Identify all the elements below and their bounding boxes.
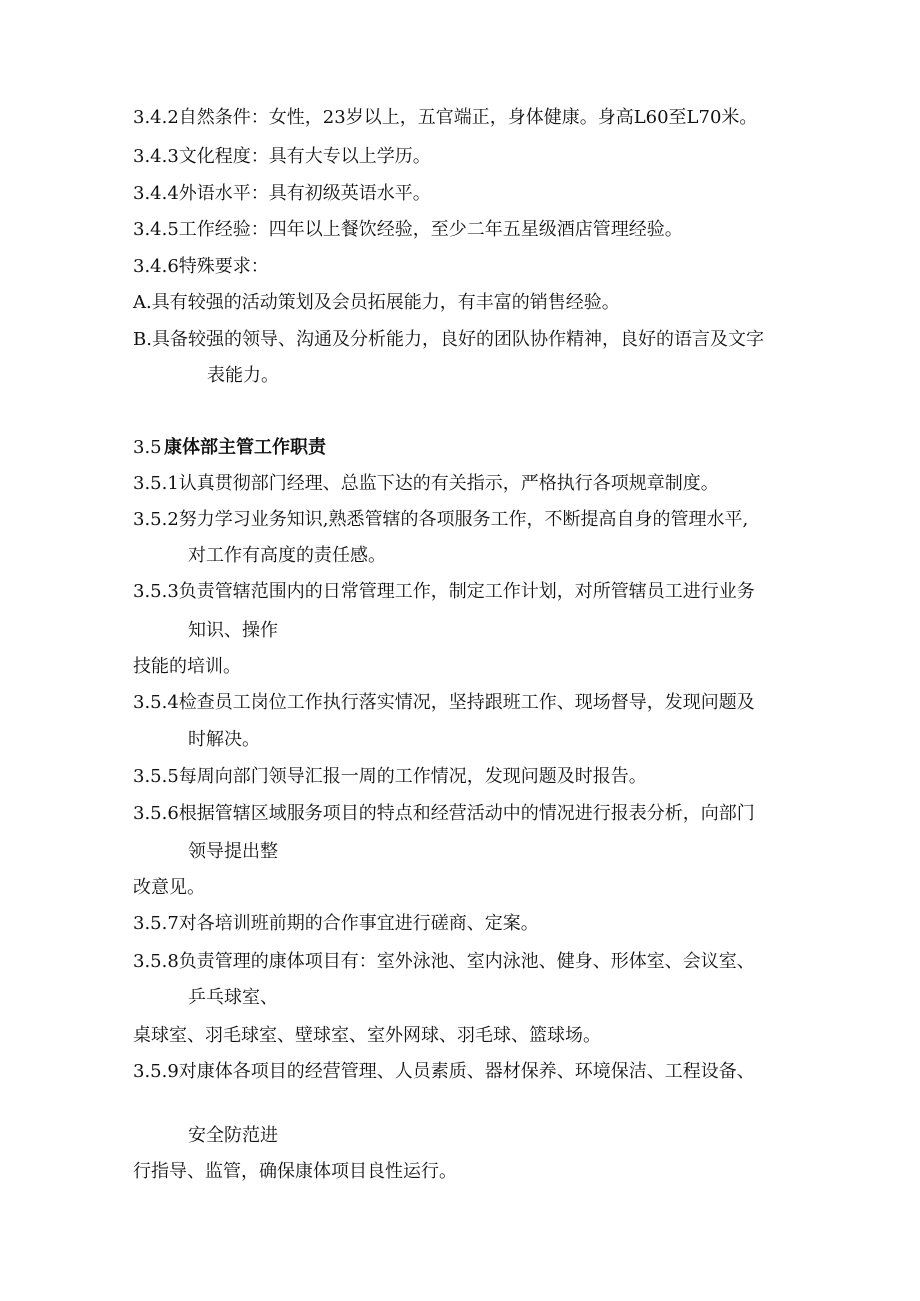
item-3-5-9-cont2: 行指导、监管，确保康体项目良性运行。 bbox=[133, 1161, 457, 1182]
item-3-4-4: 3.4.4外语水平：具有初级英语水平。 bbox=[133, 183, 431, 204]
item-3-5-6-cont2: 改意见。 bbox=[133, 877, 205, 898]
item-3-4-6-a: A.具有较强的活动策划及会员拓展能力，有丰富的销售经验。 bbox=[133, 292, 620, 313]
item-3-4-3: 3.4.3文化程度：具有大专以上学历。 bbox=[133, 146, 431, 167]
item-3-5-5: 3.5.5每周向部门领导汇报一周的工作情况，发现问题及时报告。 bbox=[133, 766, 647, 787]
item-3-5-2-cont: 对工作有高度的责任感。 bbox=[188, 545, 386, 566]
item-3-5-8-cont2: 桌球室、羽毛球室、壁球室、室外网球、羽毛球、篮球场。 bbox=[133, 1025, 601, 1046]
item-3-5-7: 3.5.7对各培训班前期的合作事宜进行磋商、定案。 bbox=[133, 913, 539, 934]
item-3-4-6: 3.4.6特殊要求： bbox=[133, 256, 269, 277]
item-3-5-2: 3.5.2努力学习业务知识,熟悉管辖的各项服务工作，不断提高自身的管理水平, bbox=[133, 509, 749, 530]
item-3-5-9: 3.5.9对康体各项目的经营管理、人员素质、器材保养、环境保洁、工程设备、 bbox=[133, 1061, 755, 1082]
item-3-5-9-cont: 安全防范进 bbox=[188, 1125, 278, 1146]
item-3-5-4-cont: 时解决。 bbox=[188, 729, 260, 750]
item-3-5-8: 3.5.8负责管理的康体项目有：室外泳池、室内泳池、健身、形体室、会议室、 bbox=[133, 951, 755, 972]
item-3-5-3-cont: 知识、操作 bbox=[188, 620, 278, 641]
item-3-5-1: 3.5.1认真贯彻部门经理、总监下达的有关指示，严格执行各项规章制度。 bbox=[133, 473, 719, 494]
item-3-5-4: 3.5.4检查员工岗位工作执行落实情况，坚持跟班工作、现场督导，发现问题及 bbox=[133, 692, 755, 713]
item-3-5-8-cont: 乒乓球室、 bbox=[188, 987, 278, 1008]
item-3-5-3: 3.5.3负责管辖范围内的日常管理工作，制定工作计划，对所管辖员工进行业务 bbox=[133, 581, 755, 602]
section-number: 3.5 bbox=[133, 437, 162, 458]
item-3-5-6: 3.5.6根据管辖区域服务项目的特点和经营活动中的情况进行报表分析，向部门 bbox=[133, 803, 755, 824]
item-3-5-3-cont2: 技能的培训。 bbox=[133, 656, 241, 677]
item-3-4-5: 3.4.5工作经验：四年以上餐饮经验，至少二年五星级酒店管理经验。 bbox=[133, 219, 683, 240]
item-3-4-6-b: B.具备较强的领导、沟通及分析能力，良好的团队协作精神，良好的语言及文字 bbox=[133, 329, 764, 350]
item-3-4-6-b-cont: 表能力。 bbox=[207, 365, 279, 386]
section-heading: 康体部主管工作职责 bbox=[164, 437, 326, 458]
item-3-4-2: 3.4.2自然条件：女性，23岁以上，五官端正，身体健康。身高L60至L70米。 bbox=[133, 107, 758, 128]
item-3-5-6-cont: 领导提出整 bbox=[188, 841, 278, 862]
